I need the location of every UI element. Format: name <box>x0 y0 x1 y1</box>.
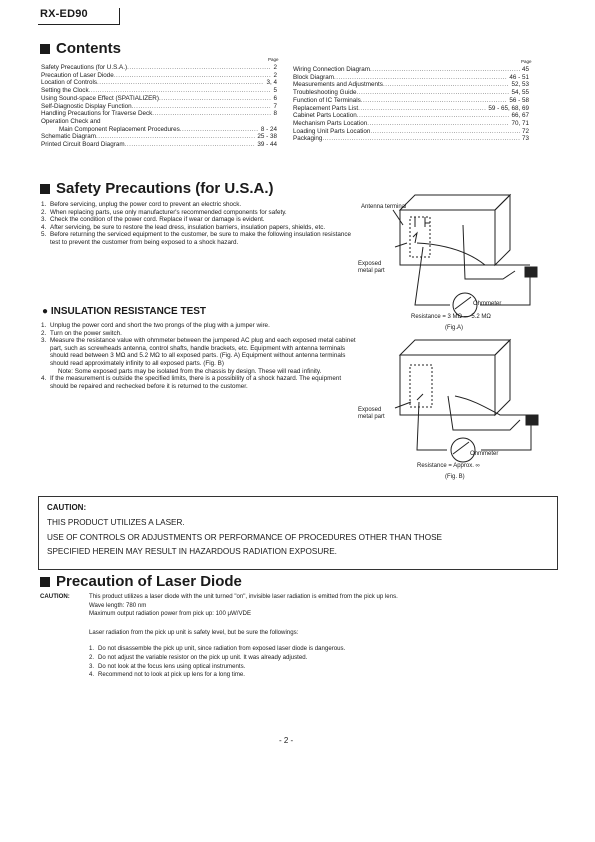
chassis-inner <box>410 365 432 407</box>
list-item: 2. Do not adjust the variable resistor on the pick up unit. It was already adjusted. <box>89 653 308 661</box>
laser-list <box>89 645 559 679</box>
fig-a-ohmmeter-label: Ohmmeter <box>473 301 502 307</box>
list-item: Note: Some exposed parts may be isolated from the chassis by design. These will read infinity. <box>58 367 322 375</box>
model-number: RX-ED90 <box>40 8 88 20</box>
toc-entry[interactable]: Cabinet Parts Location ..... 66, 67 <box>293 112 529 120</box>
list-item: 5. Before returning the serviced equipment to the customer, be sure to make the following insulation resistance test to prevent the customer from being exposed to a shock hazard. <box>41 231 352 246</box>
header-rule-tick <box>119 8 120 24</box>
laser-caution-box <box>38 496 558 570</box>
laser-caution-label: CAUTION: <box>40 593 70 600</box>
figure-b-diagram <box>355 330 555 470</box>
contents-list-right <box>293 66 529 143</box>
bullet-square-icon <box>40 44 50 54</box>
chassis-top <box>400 340 510 355</box>
contents-title: Contents <box>56 40 121 57</box>
safety-heading <box>40 180 274 197</box>
page-column-label-left: Page <box>268 57 279 62</box>
laser-max-output: Maximum output radiation power from pick up: 100 μW/VDE <box>89 610 252 618</box>
list-item: 1. Before servicing, unplug the power cord to prevent an electric shock. <box>41 201 242 208</box>
chassis-side <box>495 340 510 415</box>
list-item: 4. Recommend not to look at pick up lens for a long time. <box>89 671 246 679</box>
laser-wavelength: Wave length: 780 nm <box>89 601 147 609</box>
page-column-label-right: Page <box>521 59 532 64</box>
caution-line: USE OF CONTROLS OR ADJUSTMENTS OR PERFORMANCE OF PROCEDURES OTHER THAN THOSE <box>47 532 443 542</box>
safety-title: Safety Precautions (for U.S.A.) <box>56 180 274 197</box>
toc-entry[interactable]: Loading Unit Parts Location ..... 72 <box>293 128 529 136</box>
toc-entry[interactable]: Handling Precautions for Traverse Deck ..... 8 <box>41 110 277 118</box>
fig-a-resistance: Resistance = 3 MΩ — 5.2 MΩ <box>411 314 491 320</box>
toc-entry[interactable]: Printed Circuit Board Diagram ..... 39 - 44 <box>41 141 277 149</box>
toc-entry[interactable]: Setting the Clock ..... 5 <box>41 87 277 95</box>
toc-entry[interactable]: Main Component Replacement Procedures ..... 8 - 24 <box>41 126 277 134</box>
insulation-title: INSULATION RESISTANCE TEST <box>50 306 207 317</box>
contents-list-left <box>41 64 277 149</box>
toc-entry[interactable]: Schematic Diagram ..... 25 - 38 <box>41 133 277 141</box>
toc-entry[interactable]: Block Diagram ..... 46 - 51 <box>293 74 529 82</box>
insulation-list <box>41 322 359 390</box>
chassis-front <box>400 210 495 265</box>
toc-entry[interactable]: Safety Precautions (for U.S.A.) ..... 2 <box>41 64 277 72</box>
list-item: 4. After servicing, be sure to restore the lead dress, insulation barriers, insulation papers, shields, etc. <box>41 223 326 231</box>
fig-b-exposed-label: Exposed metal part <box>358 407 385 420</box>
laser-safe-note: Laser radiation from the pick up unit is safety level, but be sure the followings: <box>89 628 299 636</box>
laser-heading <box>40 573 242 590</box>
toc-entry[interactable]: Using Sound-space Effect (SPATIALIZER) ..... 6 <box>41 95 277 103</box>
ac-plug <box>525 267 537 277</box>
chassis-top <box>400 195 510 210</box>
toc-entry[interactable]: Precaution of Laser Diode ..... 2 <box>41 72 277 80</box>
list-item: 1. Do not disassemble the pick up unit, since radiation from exposed laser diode is dangerous. <box>89 645 346 653</box>
chassis-side <box>495 195 510 265</box>
caution-line: SPECIFIED HEREIN MAY RESULT IN HAZARDOUS RADIATION EXPOSURE. <box>47 547 337 556</box>
fig-b-caption: (Fig. B) <box>445 474 465 480</box>
toc-entry[interactable]: Mechanism Parts Location ..... 70, 71 <box>293 120 529 128</box>
list-item: 3. Check the condition of the power cord. Replace if wear or damage is evident. <box>41 216 265 224</box>
caution-line: THIS PRODUCT UTILIZES A LASER. <box>47 518 185 527</box>
list-item: 3. Measure the resistance value with ohmmeter between the jumpered AC plug and each exposed metal cabinet part, such as screwheads antenna, control shafts, handle brackets, etc. Equipment with antenna terminals should read between 3 MΩ and 5.2 MΩ to all exposed parts. (Fig. A) Equipment without antenna terminals should read approximately infinity to all exposed parts. (Fig. B) <box>41 337 356 367</box>
bullet-dot-icon: ● <box>42 306 49 317</box>
list-item: 3. Do not look at the focus lens using optical instruments. <box>89 662 246 670</box>
safety-list <box>41 201 353 247</box>
toc-entry[interactable]: Function of IC Terminals ..... 56 - 58 <box>293 97 529 105</box>
bullet-square-icon <box>40 577 50 587</box>
list-item: 4. If the measurement is outside the specified limits, there is a possibility of a shock hazard. The equipment should be repaired and rechecked before it is returned to the customer. <box>41 375 342 390</box>
toc-entry[interactable]: Replacement Parts List ..... 59 - 65, 68, 69 <box>293 105 529 113</box>
toc-entry[interactable]: Wiring Connection Diagram ..... 45 <box>293 66 529 74</box>
laser-intro: This product utilizes a laser diode with the unit turned "on", invisible laser radiation is emitted from the pick up lens. <box>89 593 398 600</box>
toc-entry[interactable]: Location of Controls ..... 3, 4 <box>41 79 277 87</box>
caution-box-text <box>47 516 552 560</box>
contents-heading <box>40 40 121 57</box>
header-rule <box>38 24 120 25</box>
toc-entry[interactable]: Measurements and Adjustments ..... 52, 53 <box>293 81 529 89</box>
laser-title: Precaution of Laser Diode <box>56 573 242 590</box>
fig-a-antenna-label: Antenna terminal <box>361 204 407 210</box>
fig-b-resistance: Resistance = Approx. ∞ <box>417 463 480 469</box>
fig-b-ohmmeter-label: Ohmmeter <box>470 451 499 457</box>
page-number: - 2 - <box>279 736 294 745</box>
list-item: 2. Turn on the power switch. <box>41 329 122 337</box>
toc-entry[interactable]: Self-Diagnostic Display Function ..... 7 <box>41 103 277 111</box>
fig-a-caption: (Fig.A) <box>445 325 463 331</box>
toc-entry[interactable]: Troubleshooting Guide ..... 54, 55 <box>293 89 529 97</box>
ohmmeter-dial <box>451 438 475 462</box>
toc-entry[interactable]: Operation Check and <box>41 117 101 125</box>
caution-box-title: CAUTION: <box>47 503 87 512</box>
fig-a-exposed-label: Exposed metal part <box>358 261 385 274</box>
toc-entry[interactable]: Packaging ..... 73 <box>293 135 529 143</box>
bullet-square-icon <box>40 184 50 194</box>
exposed-part-lead <box>413 233 417 243</box>
insulation-heading <box>42 306 206 317</box>
list-item: 2. When replacing parts, use only manufacturer's recommended components for safety. <box>41 208 287 216</box>
laser-body <box>89 593 559 680</box>
chassis-front <box>400 355 495 415</box>
ac-plug <box>526 415 538 425</box>
list-item: 1. Unplug the power cord and short the two prongs of the plug with a jumper wire. <box>41 322 270 329</box>
